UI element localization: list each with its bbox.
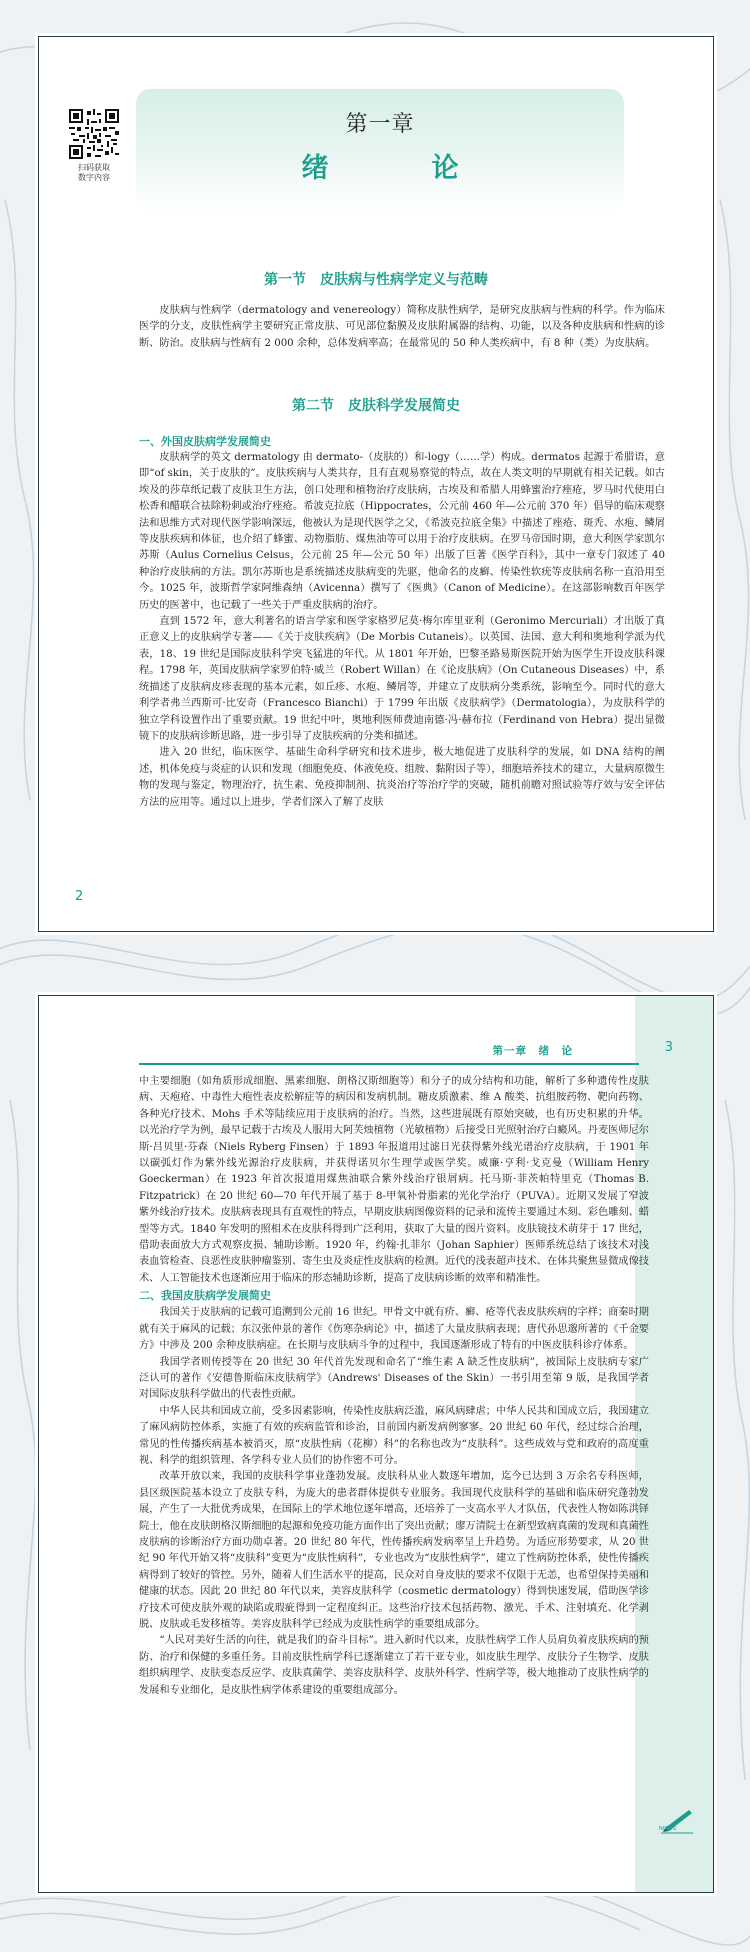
paragraph: 皮肤病学的英文 dermatology 由 dermato-（皮肤的）和-logy（……学）构成。dermatos 起源于希腊语，意即“of skin，关于皮肤的”。皮肤疾病与人类共存，且有直观易察觉的特点，故在人类文明的早期就有相关记载。如古埃及的莎草纸记载了皮肤卫生方法，创口处理和植物治疗皮肤病，古埃及和希腊人用蜂蜜治疗痤疮，罗马时代使用白松香和醋联合祛除粉刺或治疗痤疮。希波克拉底（Hippocrates，公元前 460 年—公元前 370 年）倡导的临床观察法和思维方式对现代医学影响深远，他被认为是现代医学之父，《希波克拉底全集》中描述了痤疮、斑秃、水疱、鳞屑等皮肤疾病和体征，也介绍了蜂蜜、动物脂肪、煤焦油等可以用于治疗皮肤病。在罗马帝国时期，意大利医学家凯尔苏斯（Aulus Cornelius Celsus，公元前 25 年—公元 50 年）出版了巨著《医学百科》，其中一章专门叙述了 40 种治疗皮肤病的方法。凯尔苏斯也是系统描述皮肤病变的先驱，他命名的皮癣、传染性软疣等皮肤病名称一直沿用至今。1025 年，波斯哲学家阿维森纳（Avicenna）撰写了《医典》（Canon of Medicine）。在这部影响数百年医学历史的医著中，也记载了一些关于严重皮肤病的治疗。	[139, 452, 665, 611]
paragraph: “人民对美好生活的向往，就是我们的奋斗目标”。进入新时代以来，皮肤性病学工作人员肩负着皮肤疾病的预防、治疗和保健的多重任务。目前皮肤性病学科已逐渐建立了若干亚专业，如皮肤生理学、皮肤分子生物学、皮肤组织病理学、皮肤变态反应学、皮肤真菌学、美容皮肤科学、皮肤外科学、性病学等，极大地推动了皮肤性病学的发展和专业细化，是皮肤性病学体系建设的重要组成部分。	[139, 1635, 649, 1696]
qr-caption	[61, 163, 127, 183]
paragraph: 我国关于皮肤病的记载可追溯到公元前 16 世纪。甲骨文中就有疥、癣、疮等代表皮肤疾病的字样；商秦时期就有关于麻风的记载；东汉张仲景的著作《伤寒杂病论》中，描述了大量皮肤病表现；唐代孙思邈所著的《千金要方》中涉及 200 余种皮肤病症。在长期与皮肤病斗争的过程中，我国逐渐形成了特有的中医皮肤科诊疗体系。	[139, 1307, 649, 1352]
qr-caption-line-1: 扫码获取	[78, 163, 110, 172]
chapter-title: 绪 论	[301, 153, 497, 184]
section-2-text	[139, 450, 665, 895]
page-number: 2	[75, 889, 84, 904]
paragraph: 我国学者则传授等在 20 世纪 30 年代首先发现和命名了“维生素 A 缺乏性皮肤病”，被国际上皮肤病专家广泛认可的著作《安德鲁斯临床皮肤病学》（Andrews' Diseases of the Skin）一书引用至第 9 版，是我国学者对国际皮肤科学做出的代表性贡献。	[139, 1356, 649, 1401]
qr-caption-line-2: 数字内容	[78, 173, 110, 182]
page-3	[38, 995, 714, 1893]
page-number: 3	[664, 1040, 673, 1055]
paragraph-continued: 中主要细胞（如角质形成细胞、黑素细胞、朗格汉斯细胞等）和分子的成分结构和功能，解析了多种遗传性皮肤病、天疱疮、中毒性大疱性表皮松解症等的病因和发病机制。糖皮质激素、维 A 酸类、抗组胺药物、靶向药物、各种光疗技术、Mohs 手术等陆续应用于皮肤病的治疗。当然，这些进展既有原始突破，也有历史积累的升华。以光治疗学为例，最早记载于古埃及人服用大阿芙烛植物（光敏植物）后接受日光照射治疗白癜风。丹麦医师尼尔斯·吕贝里·芬森（Niels Ryberg Finsen）于 1893 年报道用过滤日光获得紫外线光谱治疗皮肤病，于 1901 年以碳弧灯作为紫外线光源治疗皮肤病，并获得诺贝尔生理学或医学奖。威廉·亨利·戈克曼（William Henry Goeckerman）在 1923 年首次报道用煤焦油联合紫外线治疗银屑病。托马斯·菲茨帕特里克（Thomas B. Fitzpatrick）在 20 世纪 60—70 年代开展了基于 8-甲氧补骨脂素的光化学治疗（PUVA）。近期又发展了窄波紫外线治疗技术。皮肤病表现具有直观性的特点，早期皮肤病图像资料的记录和流传主要通过木刻、彩色雕刻、蜡型等方式。1840 年发明的照相术在皮肤科得到广泛利用，获取了大量的图片资料。皮肤镜技术萌芽于 17 世纪，借助表面放大方式观察皮损、辅助诊断。1920 年，约翰·扎菲尔（Johan Saphier）医师系统总结了该技术对浅表血管检查、良恶性皮肤肿瘤鉴别、寄生虫及炎症性皮肤病的检测。近代的浅表超声技术、在体共聚焦显微成像技术、人工智能技术也逐渐应用于临床的形态辅助诊断，提高了皮肤病诊断的效率和精准性。	[139, 1076, 649, 1284]
paragraph: 直到 1572 年，意大利著名的语言学家和医学家格罗尼莫·梅尔库里亚利（Geronimo Mercuriali）才出版了真正意义上的皮肤病学专著——《关于皮肤疾病》（De Morbis Cutaneis）。以英国、法国、意大利和奥地利学派为代表，18、19 世纪是国际皮肤科学突飞猛进的年代。从 1801 年开始，巴黎圣路易斯医院开始为医学生开设皮肤科课程。1798 年，英国皮肤病学家罗伯特·威兰（Robert Willan）在《论皮肤病》（On Cutaneous Diseases）中，系统描述了皮肤病皮疹表现的基本元素，如丘疹、水疱、鳞屑等，并建立了皮肤病分类系统，影响至今。同时代的意大利学者弗兰西斯可·比安奇（Francesco Bianchi）于 1799 年出版《皮肤病学》（Dermatologia），为皮肤科学的独立学科设置作出了重要贡献。19 世纪中叶，奥地利医师费迪南德·冯·赫布拉（Ferdinand von Hebra）提出显微镜下的皮肤病诊断思路，进一步引导了皮肤疾病的分类和描述。	[139, 616, 665, 742]
notes-pen-icon	[659, 1806, 695, 1834]
paragraph: 进入 20 世纪，临床医学、基础生命科学研究和技术进步，极大地促进了皮肤科学的发展，如 DNA 结构的阐述，机体免疫与炎症的认识和发现（细胞免疫、体液免疫、组胺、黏附因子等），细胞培养技术的建立，大量病原微生物的发现与鉴定，物理治疗，抗生素、免疫抑制剂、抗炎治疗等治疗学的突破，随机前瞻对照试验等疗效与安全评估方法的应用等。通过以上进步，学者们深入了解了皮肤	[139, 747, 665, 808]
running-header: 第一章 绪 论	[492, 1045, 573, 1057]
section-heading-2: 第二节 皮肤科学发展简史	[292, 398, 460, 414]
paragraph: 中华人民共和国成立前，受多因素影响，传染性皮肤病泛滥，麻风病肆虐；中华人民共和国成立后，我国建立了麻风病防控体系，实施了有效的疾病监管和诊治，目前国内新发病例寥寥。20 世纪 60 年代，经过综合治理，常见的性传播疾病基本被消灭，原“皮肤性病（花柳）科”的名称也改为“皮肤科”。这些成效与党和政府的高度重视、科学的组织管理、各学科专业人员们的协作密不可分。	[139, 1405, 649, 1466]
section-heading-1: 第一节 皮肤病与性病学定义与范畴	[264, 272, 488, 288]
chapter-number: 第一章	[345, 112, 415, 137]
subsection-heading-foreign: 一、外国皮肤病学发展简史	[139, 435, 271, 448]
chapter-banner	[136, 89, 624, 211]
page-2	[38, 36, 714, 932]
subsection-heading-china: 二、我国皮肤病学发展简史	[139, 1289, 271, 1303]
paragraph: 改革开放以来，我国的皮肤科学事业蓬勃发展。皮肤科从业人数逐年增加，迄今已达到 3 万余名专科医师，县区级医院基本设立了皮肤专科，为庞大的患者群体提供专业服务。我国现代皮肤科学的基础和临床研究蓬勃发展，产生了一大批优秀成果，在国际上的学术地位逐年增高，还培养了一支高水平人才队伍，代表性人物如陈洪铎院士，他在皮肤朗格汉斯细胞的起源和免疫功能方面作出了突出贡献；廖万清院士在新型致病真菌的发现和真菌性皮肤病的诊断治疗方面功勋卓著。20 世纪 80 年代，性传播疾病发病率呈上升趋势。为适应形势要求，从 20 世纪 90 年代开始又将“皮肤科”变更为“皮肤性病科”，专业也改为“皮肤性病学”，建立了性病防控体系，使性传播疾病得到了较好的管控。另外，随着人们生活水平的提高，民众对自身皮肤的要求不仅限于无恙，也希望保持美丽和健康的状态。因此 20 世纪 80 年代以来，美容皮肤科学（cosmetic dermatology）得到快速发展，借助医学诊疗技术可使皮肤外观的缺陷或瑕疵得到一定程度纠正。这些治疗技术包括药物、激光、手术、注射填充、化学剥脱、皮肤或毛发移植等。美容皮肤科学已经成为皮肤性病学的重要组成部分。	[139, 1471, 649, 1630]
section-1-text	[139, 303, 665, 352]
paragraph: 皮肤病与性病学（dermatology and venereology）简称皮肤性病学，是研究皮肤病与性病的科学。作为临床医学的分支，皮肤性病学主要研究正常皮肤、可见部位黏膜及皮肤附属器的结构、功能，以及各种皮肤病和性病的诊断、防治。皮肤病与性病有 2 000 余种，总体发病率高；在最常见的 50 种人类疾病中，有 8 种（类）为皮肤病。	[139, 305, 665, 349]
notes-label: NOTES	[659, 1826, 677, 1832]
page-3-text	[139, 1074, 649, 1854]
qr-code-icon[interactable]	[69, 109, 119, 159]
header-rule	[139, 1063, 639, 1065]
